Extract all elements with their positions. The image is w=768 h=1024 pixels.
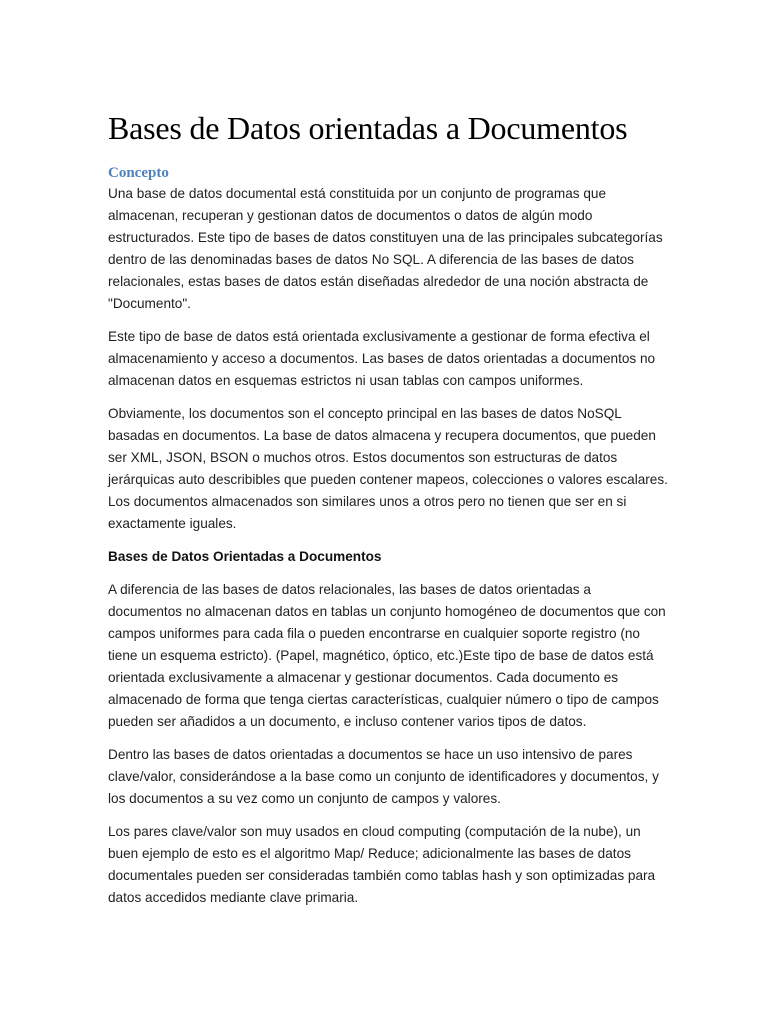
paragraph-documents: Obviamente, los documentos son el concepto principal en las bases de datos NoSQL basadas en documentos. La base de datos almacena y recupera documentos, que pueden ser XML, JSON, BSON o muchos otros. Estos documentos son estructuras de datos jerárquicas auto describibles que pueden contener mapeos, colecciones o valores escalares. Los documentos almacenados son similares unos a otros pero no tienen que ser en si exactamente iguales. [108,406,668,531]
section-subheading: Bases de Datos Orientadas a Documentos [108,549,382,564]
document-title: Bases de Datos orientadas a Documentos [108,110,628,146]
concept-heading: Concepto [108,165,169,181]
document-page [108,105,668,920]
paragraph-purpose: Este tipo de base de datos está orientada exclusivamente a gestionar de forma efectiva el almacenamiento y acceso a documentos. Las bases de datos orientadas a documentos no almacenan datos en esquemas estrictos ni usan tablas con campos uniformes. [108,329,656,388]
paragraph-definition: Una base de datos documental está constituida por un conjunto de programas que almacenan, recuperan y gestionan datos de documentos o datos de algún modo estructurados. Este tipo de bases de datos constituyen una de las principales subcategorías dentro de las denominadas bases de datos No SQL. A diferencia de las bases de datos relacionales, estas bases de datos están diseñadas alrededor de una noción abstracta de "Documento". [108,186,663,311]
paragraph-key-value: Dentro las bases de datos orientadas a documentos se hace un uso intensivo de pares clave/valor, considerándose a la base como un conjunto de identificadores y documentos, y los documentos a su vez como un conjunto de campos y valores. [108,747,659,806]
paragraph-differences: A diferencia de las bases de datos relacionales, las bases de datos orientadas a documentos no almacenan datos en tablas un conjunto homogéneo de documentos que con campos uniformes para cada fila o pueden encontrarse en cualquier soporte registro (no tiene un esquema estricto). (Papel, magnético, óptico, etc.)Este tipo de base de datos está orientada exclusivamente a almacenar y gestionar documentos. Cada documento es almacenado de forma que tenga ciertas características, cualquier número o tipo de campos pueden ser añadidos a un documento, e incluso contener varios tipos de datos. [108,582,666,729]
paragraph-cloud-computing: Los pares clave/valor son muy usados en cloud computing (computación de la nube), un buen ejemplo de esto es el algoritmo Map/ Reduce; adicionalmente las bases de datos documentales pueden ser consideradas también como tablas hash y son optimizadas para datos accedidos mediante clave primaria. [108,824,656,905]
